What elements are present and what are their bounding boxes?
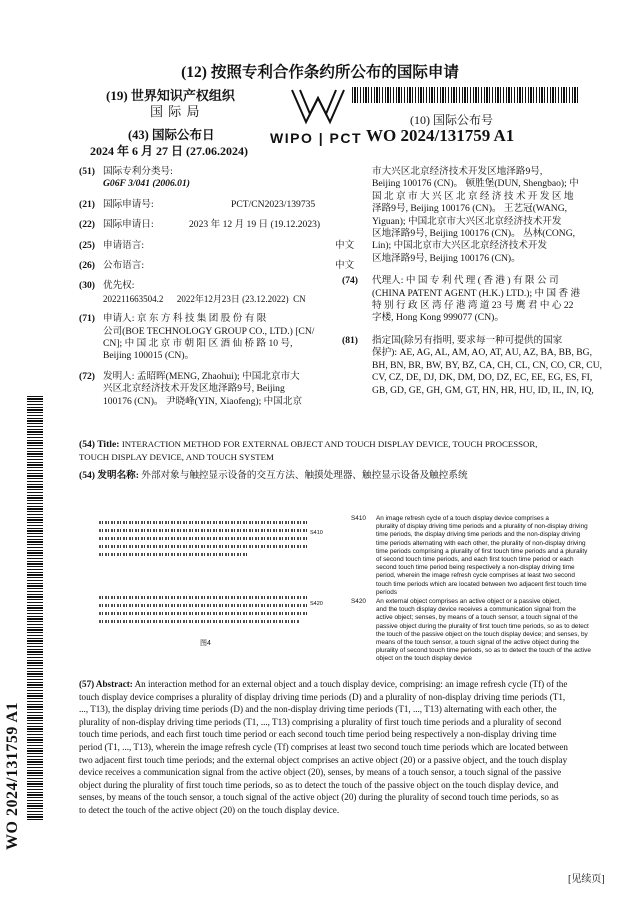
inventors-continued: 市大兴区北京经济技术开发区地泽路9号, Beijing 100176 (CN)。 顿胜堡(DUN, Shengbao); 中 国 北 京 市 大 兴 区 北 京 经 济 技 术 开 发 区 地 泽路9号, Beijing 100176 (CN)。 王艺冠(WANG, Yiguan); 中国北京市大兴区北京经济技术开发 区地泽路9号, Beijing 100176 (CN)。 丛林(CONG, Lin); 中国北京市大兴区北京经济技术开发 区地泽路9号, Beijing 100176 (CN)。 [372,166,579,264]
wipo-pct-text: WIPO | PCT [270,130,363,146]
title-section: (54) Title: INTERACTION METHOD FOR EXTERNAL OBJECT AND TOUCH DISPLAY DEVICE, TOUCH PROCESSOR, TOUCH DISPLAY DEVICE, AND TOUCH SYSTEM (54) 发明名称: 外部对象与触控显示设备的交互方法、触摸处理器、触控显示设备及触控系统 [79,439,538,481]
fig-step-s410-text: An image refresh cycle of a touch display device comprises a plurality of display driving time periods and a plurality of non-display driving time periods, the display driving time periods and the non-display driving time periods alternating with each other, the plurality of non-display driving time periods comprising a plurality of first touch time periods and a plurality of second touch time periods, and each first touch time period or each second touch time period being respectively a non-display driving time period, wherein the image refresh cycle comprises at least two second touch time periods which are located between two adjacent first touch time periods [376,515,588,596]
field-21: (21) 国际申请号: PCT/CN2023/139735 [79,198,316,210]
continued-note: [见续页] [568,874,605,885]
field-25: (25) 申请语言: 中文 [79,239,355,251]
org-line-2: 国 际 局 [150,104,201,119]
figure-cn-box-s420 [95,592,310,630]
barcode-top [352,87,580,103]
figure-cn-box-s410 [95,517,310,567]
field-71: (71) 申请人: 京 东 方 科 技 集 团 股 份 有 限 公司(BOE TECHNOLOGY GROUP CO., LTD.) [CN/ CN]; 中 国 北 京 市 朝 阳 区 酒 仙 桥 路 10 号, Beijing 100015 (CN)。 [79,313,315,362]
figure-caption: 图4 [200,640,211,647]
field-72: (72) 发明人: 孟昭晖(MENG, Zhaohui); 中国北京市大 兴区北京经济技术开发区地泽路9号, Beijing 100176 (CN)。 尹晓峰(YIN, Xiaofeng); 中国北京 [79,370,303,407]
field-22: (22) 国际申请日: 2023 年 12 月 19 日 (19.12.2023) [79,219,321,231]
document-title: (12) 按照专利合作条约所公布的国际申请 [181,64,459,81]
field-51: (51) 国际专利分类号: [79,166,173,177]
cn-ref-s420: S420 [310,601,323,607]
field-30-value: 202211663504.2 2022年12月23日 (23.12.2022) CN [103,293,306,304]
biblio-left [79,166,357,408]
pub-date-label: (43) 国际公布日 [128,128,215,142]
side-pub-no: WO 2024/131759 A1 [4,701,21,850]
pub-no-label: (10) 国际公布号 [410,113,493,127]
org-line-1: (19) 世界知识产权组织 [106,88,235,103]
biblio-right [342,166,624,397]
cn-ref-s410: S410 [310,530,323,536]
pub-date: 2024 年 6 月 27 日 (27.06.2024) [90,144,248,158]
fig-step-s420-text: An external object comprises an active object or a passive object, and the touch display device receives a communication signal from the active object; senses, by means of a touch sensor, a touch signal of the passive object during the plurality of first touch time periods, so as to detect the touch of the passive object on the touch display device; and senses, by means of the touch sensor, a touch signal of the active object during the plurality of second touch time periods, so as to detect the touch of the active object on the touch display device [376,598,591,663]
field-74: (74) 代理人: 中 国 专 利 代 理 ( 香 港 ) 有 限 公 司 (CHINA PATENT AGENT (H.K.) LTD.); 中 国 香 港 特 别 行 政 区 湾 仔 港 湾 道 23 号 鹰 君 中 心 22 字楼, Hong Kong 999077 (CN)。 [342,275,581,324]
field-81: (81) 指定国(除另有指明, 要求每一种可提供的国家 保护): AE, AG, AL, AM, AO, AT, AU, AZ, BA, BB, BG, BH, BN, BR, BW, BY, BZ, CA, CH, CL, CN, CO, CR, CU, CV, CZ, DE, DJ, DK, DM, DO, DZ, EC, EE, EG, ES, FI, GB, GD, GE, GH, GM, GT, HN, HR, HU, ID, IL, IN, IQ, [342,334,603,396]
field-51-value: G06F 3/041 (2006.01) [103,178,190,190]
field-30: (30) 优先权: [79,280,135,292]
field-26: (26) 公布语言: 中文 [79,260,355,272]
fig-ref-s410: S410 [351,515,366,522]
pub-no: WO 2024/131759 A1 [366,126,515,145]
abstract: (57) Abstract: An interaction method for an external object and a touch display device, comprising: an image refresh cycle (Tf) of the touch display device comprises a plurality of display driving time periods (D) and a plurality of non-display driving time periods (T1, ..., T13), the display driving time periods (D) and the non-display driving time periods (T1, ..., T13) alternating with each other, the plurality of non-display driving time periods (T1, ..., T13) comprising a plurality of first touch time periods and a plurality of second touch time periods, and each first touch time period or each second touch time period being respectively a non-display driving time period (T1, ..., T13), wherein the image refresh cycle (Tf) comprises at least two second touch time periods which are located between two adjacent first touch time periods; and the external object comprises an active object (20) or a passive object, and the touch display device receives a communication signal from the active object (20), senses, by means of a touch sensor, a touch signal of the passive object during the plurality of first touch time periods, so as to detect the touch of the passive object on the touch display device, and senses, by means of the touch sensor, a touch signal of the active object (20) during the plurality of second touch time periods, so as to detect the touch of the active object (20) on the touch display device. [79,679,568,815]
fig-ref-s420: S420 [351,598,366,605]
barcode-left [27,395,43,820]
